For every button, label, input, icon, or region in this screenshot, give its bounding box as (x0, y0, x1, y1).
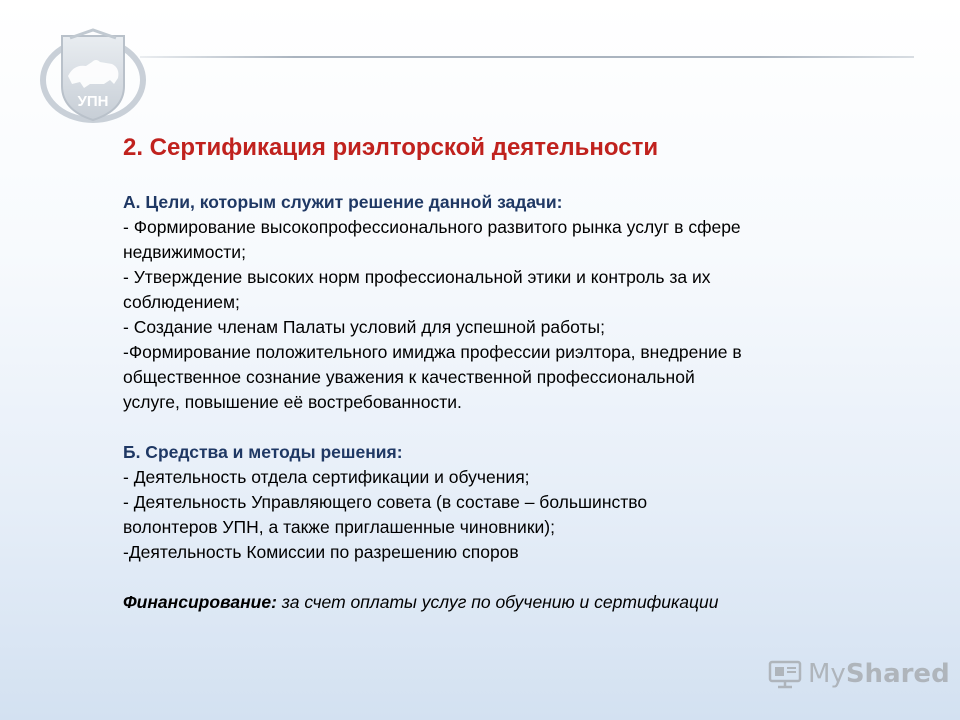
section-a-line: -Формирование положительного имиджа профессии риэлтора, внедрение в (123, 342, 742, 362)
section-a-heading: А. Цели, которым служит решение данной задачи: (123, 192, 563, 212)
presentation-screen-icon (768, 659, 802, 689)
financing-text: за счет оплаты услуг по обучению и сертификации (276, 592, 719, 612)
financing-label: Финансирование: (123, 592, 277, 612)
section-b-line: - Деятельность Управляющего совета (в составе – большинство (123, 492, 648, 512)
section-a-line: недвижимости; (123, 242, 246, 262)
section-a-line: общественное сознание уважения к качественной профессиональной (123, 367, 695, 387)
slide-title: 2. Сертификация риэлторской деятельности (123, 134, 659, 161)
upn-logo (40, 28, 146, 124)
section-b-line: - Деятельность отдела сертификации и обучения; (123, 467, 530, 487)
section-a-line: - Создание членам Палаты условий для успешной работы; (123, 317, 605, 337)
section-b-line: -Деятельность Комиссии по разрешению споров (123, 542, 519, 562)
myshared-watermark (768, 656, 950, 692)
section-a-line: соблюдением; (123, 292, 240, 312)
watermark-text: MyShared (808, 659, 950, 689)
spacer (123, 415, 893, 440)
section-a-line: - Формирование высокопрофессионального развитого рынка услуг в сфере (123, 217, 741, 237)
section-a-line: - Утверждение высоких норм профессиональной этики и контроль за их (123, 267, 711, 287)
header-divider (140, 56, 914, 58)
slide-content (123, 134, 893, 615)
section-b-heading: Б. Средства и методы решения: (123, 442, 403, 462)
financing-line (123, 590, 893, 615)
spacer (123, 565, 893, 590)
section-b-line: волонтеров УПН, а также приглашенные чиновники); (123, 517, 555, 537)
section-a-line: услуге, повышение её востребованности. (123, 392, 462, 412)
logo-text: УПН (77, 93, 109, 110)
